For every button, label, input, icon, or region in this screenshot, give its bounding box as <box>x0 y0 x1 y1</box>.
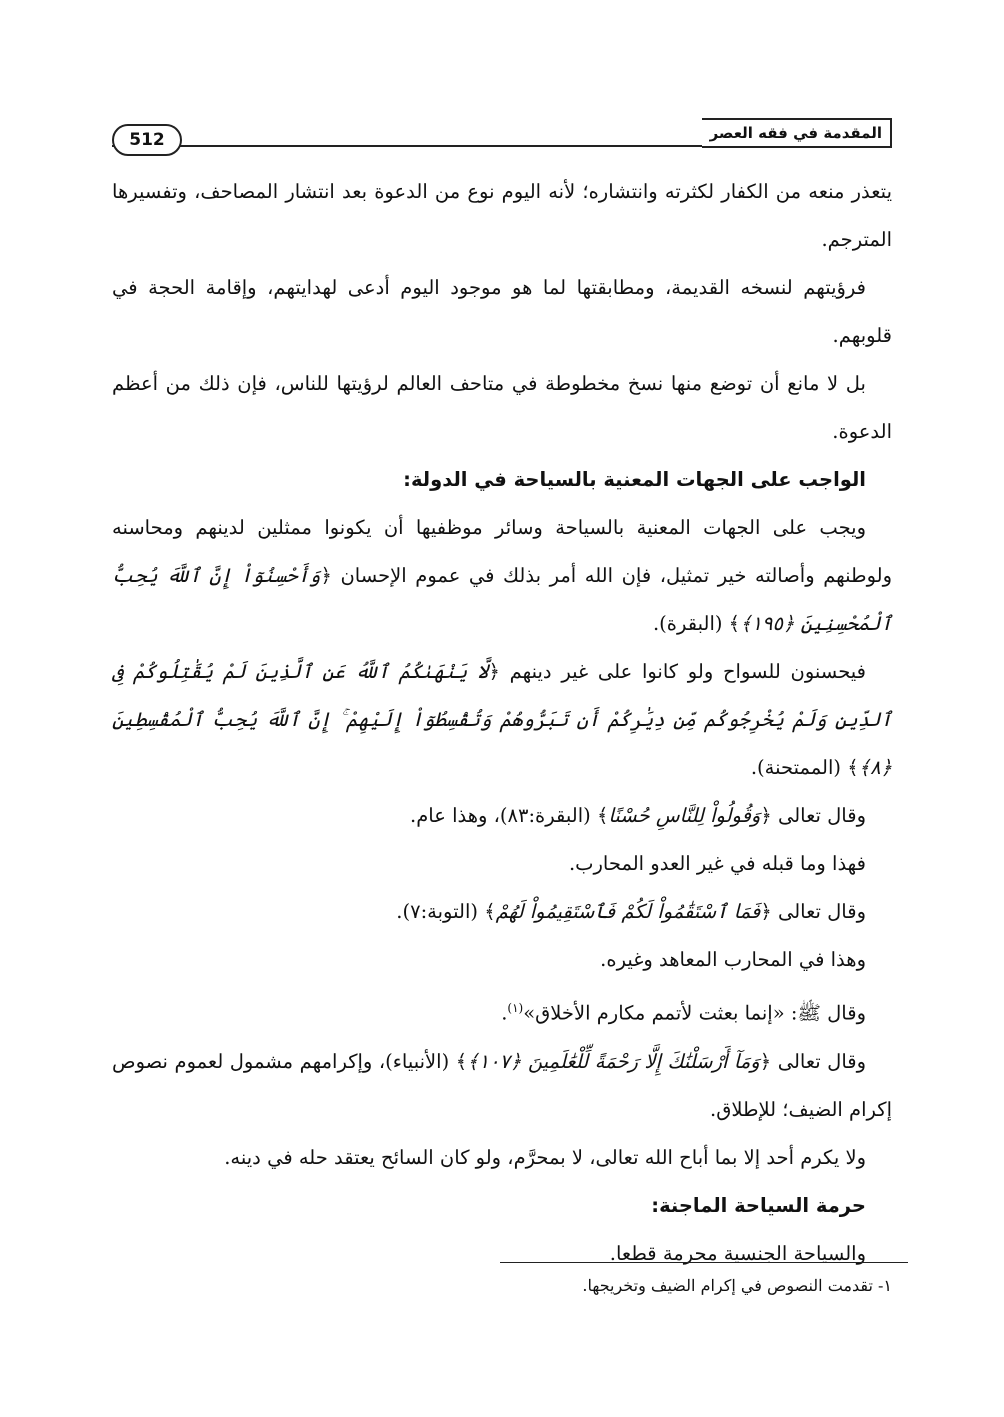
book-title: المقدمة في فقه العصر <box>702 118 892 148</box>
quran-brace-open: ﴿ <box>320 564 332 587</box>
footnote-separator <box>500 1262 908 1263</box>
quran-brace-open: ﴿ <box>759 1049 772 1073</box>
quran-brace-close: ﴾ <box>455 1049 468 1073</box>
quran-verse: وَقُولُواْ لِلنَّاسِ حُسْنًا <box>608 804 761 827</box>
section-heading: الواجب على الجهات المعنية بالسياحة في الدولة: <box>403 468 866 491</box>
page-header <box>112 118 892 154</box>
footnote: ١- تقدمت النصوص في إكرام الضيف وتخريجها. <box>582 1276 892 1295</box>
paragraph <box>112 648 892 792</box>
paragraph-end: . <box>501 1001 508 1025</box>
verse-reference: (البقرة). <box>652 612 723 635</box>
paragraph-text: وقال تعالى <box>777 804 866 827</box>
paragraph-text: فيحسنون للسواح ولو كانوا على غير دينهم <box>509 660 866 683</box>
paragraph: فرؤيتهم لنسخه القديمة، ومطابقتها لما هو موجود اليوم أدعى لهدايتهم، وإقامة الحجة في قلوبهم. <box>112 276 892 347</box>
paragraph-text: وقال تعالى <box>777 900 866 923</box>
quran-brace-close: ﴾ <box>596 804 609 827</box>
paragraph: فهذا وما قبله في غير العدو المحارب. <box>568 852 866 875</box>
paragraph: بل لا مانع أن توضع منها نسخ مخطوطة في متاحف العالم لرؤيتها للناس، فإن ذلك من أعظم الدعوة. <box>112 372 892 443</box>
paragraph <box>112 792 892 840</box>
quran-brace-close: ﴾ <box>484 900 496 923</box>
page-body <box>112 168 892 1278</box>
paragraph-text: وقال تعالى <box>777 1049 867 1073</box>
verse-reference: (الأنبياء)، وإكرامهم مشمول لعموم نصوص إكرام الضيف؛ للإطلاق. <box>112 1049 892 1121</box>
quran-brace-open: ﴿ <box>760 804 772 827</box>
quran-verse: فَمَا ٱسْتَقَٰمُواْ لَكُمْ فَٱسْتَقِيمُواْ لَهُمْ <box>495 900 761 923</box>
paragraph <box>112 888 892 936</box>
hadith-text: وقال ﷺ: «إنما بعثت لأتمم مكارم الأخلاق» <box>523 1001 866 1025</box>
paragraph <box>112 1038 892 1134</box>
paragraph <box>112 984 892 1038</box>
paragraph-text: ويجب على الجهات المعنية بالسياحة وسائر موظفيها أن يكونوا ممثلين لدينهم ومحاسنه ولوطنهم وأصالته خير تمثيل، فإن الله أمر بذلك في عموم الإحسان <box>112 516 892 587</box>
paragraph: ولا يكرم أحد إلا بما أباح الله تعالى، لا بمحرَّم، ولو كان السائح يعتقد حله في دينه. <box>224 1145 866 1169</box>
quran-verse: لَّا يَنْهَىٰكُمُ ٱللَّهُ عَنِ ٱلَّذِينَ لَمْ يُقَٰتِلُوكُمْ فِى ٱلدِّينِ وَلَمْ يُخْرِجُوكُم مِّن دِيَٰرِكُمْ أَن تَبَرُّوهُمْ وَتُقْسِطُوٓاْ إِلَيْهِمْ ۚ إِنَّ ٱللَّهَ يُحِبُّ ٱلْمُقْسِطِينَ ﴿٨﴾ <box>112 660 892 779</box>
paragraph: وهذا في المحارب المعاهد وغيره. <box>600 948 866 971</box>
quran-brace-close: ﴾ <box>728 612 741 635</box>
quran-verse: وَمَآ أَرْسَلْنَٰكَ إِلَّا رَحْمَةً لِّلْعَٰلَمِينَ ﴿١٠٧﴾ <box>467 1049 760 1073</box>
quran-verse: وَأَحْسِنُوٓاْ إِنَّ ٱللَّهَ يُحِبُّ ٱلْمُحْسِنِينَ ﴿١٩٥﴾ <box>112 564 892 635</box>
quran-brace-open: ﴿ <box>760 900 772 923</box>
page-number: 512 <box>112 124 182 156</box>
paragraph: والسياحة الجنسية محرمة قطعا. <box>609 1241 866 1265</box>
footnote-marker: (١) <box>507 1001 524 1015</box>
verse-reference: (التوبة:٧). <box>396 900 478 923</box>
section-heading: حرمة السياحة الماجنة: <box>651 1193 866 1217</box>
quran-brace-close: ﴾ <box>847 756 859 779</box>
paragraph: يتعذر منعه من الكفار لكثرته وانتشاره؛ لأنه اليوم نوع من الدعوة بعد انتشار المصاحف، وتفسيرها المترجم. <box>112 180 892 251</box>
paragraph <box>112 504 892 648</box>
verse-reference: (البقرة:٨٣)، وهذا عام. <box>410 804 591 827</box>
verse-reference: (الممتحنة). <box>750 756 841 779</box>
quran-brace-open: ﴿ <box>488 660 500 683</box>
